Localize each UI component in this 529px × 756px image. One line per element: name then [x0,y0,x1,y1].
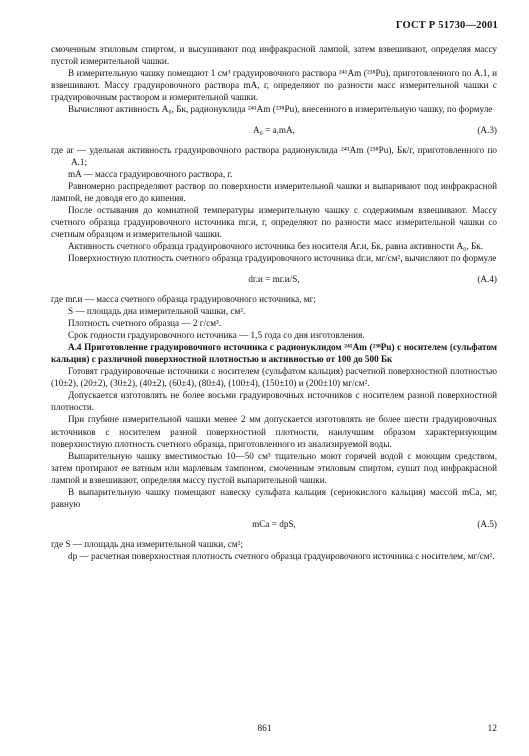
definition: где mг.и — масса счетного образца градуировочного источника, мг; [51,293,316,304]
paragraph: В выпарительную чашку помещают навеску сульфата кальция (сернокислого кальция) массой mCa, мг, равную [51,487,497,510]
paragraph: При глубине измерительной чашки менее 2 мм допускается изготовлять не более шести градуировочных источников с носителем разной поверхностной плотности, наилучшим образом характеризующим поверхностную плотность счетного образца, приготовленного из анализируемой воды. [51,414,497,449]
page-number-center: 861 [257,724,272,734]
formula-expression: A₀ = aᵣmA, [253,124,295,135]
formula-a3 [51,120,497,140]
paragraph: Срок годности градуировочного источника — 1,5 года со дня изготовления. [68,329,365,340]
formula-number: (А.3) [477,124,497,135]
paragraph: Плотность счетного образца — 2 г/см³. [68,317,222,328]
definition: mA — масса градуировочного раствора, г. [68,168,233,179]
section-heading: А.4 Приготовление градуировочного источника с радионуклидом ²⁴¹Am (²³⁸Pu) с носителем (сульфатом кальция) с различной поверхностной плотностью и активностью от 100 до 500 Бк [51,341,497,364]
formula-number: (А.5) [477,519,497,530]
paragraph: Готовят градуировочные источники с носителем (сульфатом кальция) расчетной поверхностной плотностью (10±2), (20±2), (30±2), (40±2), (60±4), (80±4), (100±4), (150±10) и (200±10) мг/см². [51,366,497,389]
formula-number: (А.4) [477,273,497,284]
formula-a5 [51,514,497,534]
paragraph: В измерительную чашку помещают 1 см³ градуировочного раствора ²⁴¹Am (²³⁸Pu), приготовленного по А.1, и взвешивают. Массу градуировочного раствора mA, г, определяют по разности масс измерительной чашки с градуировочным раствором и измерительной чашки. [51,68,497,103]
definition: где ar — удельная активность градуировочного раствора радионуклида ²⁴¹Am (²³⁸Pu), Бк/г, приготовленного по А.1; [51,144,497,167]
paragraph: Равномерно распределяют раствор по поверхности измерительной чашки и выпаривают под инфракрасной лампой, не доводя его до кипения. [51,180,497,203]
paragraph: Активность счетного образца градуировочного источника без носителя Aг.и, Бк, равна активности A₀, Бк. [68,241,483,252]
paragraph: Допускается изготовлять не более восьми градуировочных источников с носителем разной поверхностной плотности. [51,390,497,413]
formula-expression: dг.и = mг.и/S, [248,273,300,284]
paragraph: Выпарительную чашку вместимостью 10—50 см³ тщательно моют горячей водой с моющим средством, затем протирают ее ватным или марлевым тампоном, смоченным этиловым спиртом, сушат под инфракрасной лампой и взвешивают, определяя массу пустой выпарительной чашки. [51,450,497,485]
paragraph: смоченным этиловым спиртом, и высушивают под инфракрасной лампой, затем взвешивают, определяя массу пустой измерительной чашки. [51,44,497,67]
formula-expression: mCa = dрS, [252,519,296,530]
definition: где S — площадь дна измерительной чашки, см²; [51,539,243,550]
definition: dр — расчетная поверхностная плотность счетного образца градуировочного источника с носителем, мг/см². [68,551,495,562]
body-text [51,43,497,562]
paragraph: Поверхностную плотность счетного образца градуировочного источника dг.и, мг/см², вычисляют по формуле [68,253,497,264]
page-number-right: 12 [487,724,497,734]
definition: S — площадь дна измерительной чашки, см². [68,305,246,316]
standard-header: ГОСТ Р 51730—2001 [395,20,498,31]
paragraph: После остывания до комнатной температуры измерительную чашку с содержимым взвешивают. Массу счетного образца градуировочного источника mг.и, г, определяют по разности масс измерительной чашки со счетным образцом и измерительной чашки. [51,205,497,240]
formula-a4 [51,269,497,289]
paragraph: Вычисляют активность A₀, Бк, радионуклида ²⁴¹Am (²³⁸Pu), внесенного в измерительную чашку, по формуле [68,104,493,115]
